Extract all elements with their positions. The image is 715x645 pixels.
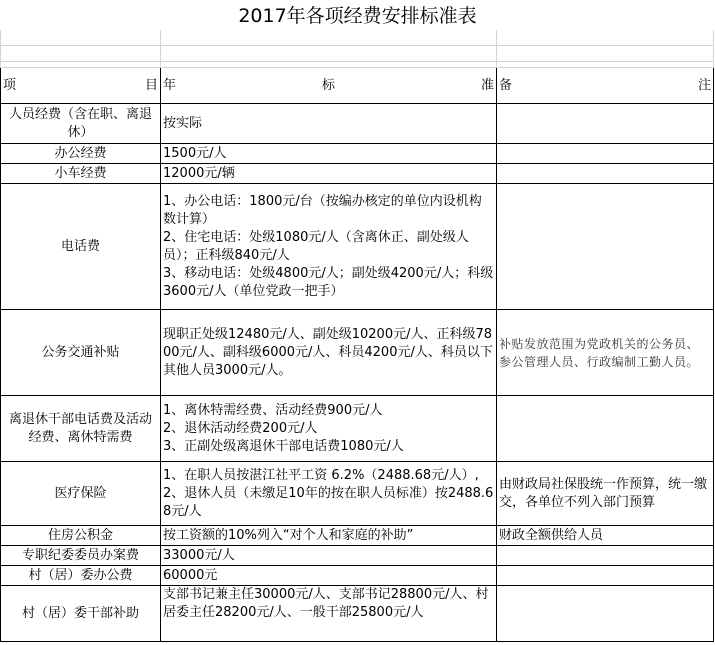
item-cell[interactable]: 人员经费（含在职、离退休） (1, 104, 161, 144)
note-cell[interactable]: 由财政局社保股统一作预算，统一缴交，各单位不列入部门预算 (497, 462, 714, 526)
table-row (1, 104, 714, 144)
standard-cell[interactable] (161, 396, 497, 462)
standard-cell[interactable] (161, 184, 497, 310)
standard-cell[interactable]: 33000元/人 (161, 546, 497, 566)
header-standard-cell[interactable] (161, 68, 497, 104)
page-title: 2017年各项经费安排标准表 (238, 5, 477, 27)
header-item-cell[interactable] (1, 68, 161, 104)
item-cell[interactable]: 公务交通补贴 (1, 310, 161, 396)
note-cell[interactable] (497, 184, 714, 310)
standard-line: 2、住宅电话：处级1080元/人（含离休正、副处级人员）；正科级840元/人 (163, 229, 469, 263)
note-cell[interactable] (497, 104, 714, 144)
cell[interactable] (161, 46, 497, 62)
standard-line: 3、移动电话：处级4800元/人；副处级4200元/人；科级3600元/人（单位党政一把手） (163, 265, 494, 299)
note-cell[interactable] (497, 546, 714, 566)
table-row (1, 586, 714, 642)
standard-cell[interactable]: 支部书记兼主任30000元/人、支部书记28800元/人、村居委主任28200元/人、一般干部25800元/人 (161, 586, 497, 642)
note-cell[interactable] (497, 164, 714, 184)
item-cell[interactable]: 电话费 (1, 184, 161, 310)
item-cell[interactable]: 村（居）委办公费 (1, 566, 161, 586)
item-cell[interactable]: 村（居）委干部补助 (1, 586, 161, 642)
header-item-right: 目 (144, 77, 158, 93)
header-note-right: 注 (697, 77, 711, 93)
table-row (1, 526, 714, 546)
table-row (1, 566, 714, 586)
standard-cell[interactable]: 按实际 (161, 104, 497, 144)
cell[interactable] (1, 30, 161, 46)
note-cell[interactable] (497, 566, 714, 586)
standard-cell[interactable]: 按工资额的10%列入“对个人和家庭的补助” (161, 526, 497, 546)
table-row (1, 144, 714, 164)
header-standard-right: 准 (480, 77, 494, 93)
cell[interactable] (497, 46, 714, 62)
standard-line: 3、正副处级离退休干部电话费1080元/人 (163, 438, 404, 454)
standard-cell[interactable]: 12000元/辆 (161, 164, 497, 184)
standard-cell[interactable]: 现职正处级12480元/人、副处级10200元/人、正科级7800元/人、副科级6000元/人、科员4200元/人、科员以下其他人员3000元/人。 (161, 310, 497, 396)
cell[interactable] (1, 46, 161, 62)
standard-cell[interactable]: 60000元 (161, 566, 497, 586)
header-item-left: 项 (3, 77, 17, 93)
note-cell[interactable] (497, 586, 714, 642)
item-cell[interactable]: 办公经费 (1, 144, 161, 164)
item-cell[interactable]: 医疗保险 (1, 462, 161, 526)
standard-line: 2、退休活动经费200元/人 (163, 420, 318, 436)
table-row (1, 396, 714, 462)
cell[interactable] (161, 30, 497, 46)
table-row (1, 462, 714, 526)
table-row (1, 164, 714, 184)
item-cell[interactable]: 小车经费 (1, 164, 161, 184)
blank-row (1, 30, 714, 46)
standard-cell[interactable]: 1500元/人 (161, 144, 497, 164)
header-row (1, 68, 714, 104)
table-row (1, 546, 714, 566)
item-cell[interactable]: 住房公积金 (1, 526, 161, 546)
table-row (1, 310, 714, 396)
note-cell[interactable]: 补贴发放范围为党政机关的公务员、参公管理人员、行政编制工勤人员。 (497, 310, 714, 396)
table-row (1, 184, 714, 310)
standard-line: 1、离休特需经费、活动经费900元/人 (163, 402, 383, 418)
item-cell[interactable]: 离退休干部电话费及活动经费、离休特需费 (1, 396, 161, 462)
fee-standard-table (0, 30, 714, 642)
item-cell[interactable]: 专职纪委委员办案费 (1, 546, 161, 566)
header-note-left: 备 (499, 77, 513, 93)
note-cell[interactable]: 财政全额供给人员 (497, 526, 714, 546)
header-standard-mid: 标 (321, 77, 335, 93)
blank-row (1, 46, 714, 62)
header-standard-left: 年 (163, 77, 177, 93)
note-cell[interactable] (497, 144, 714, 164)
note-cell[interactable] (497, 396, 714, 462)
standard-cell[interactable]: 1、在职人员按湛江社平工资 6.2%（2488.68元/人）, 2、退休人员（未缴足10年的按在职人员标准）按2488.68元/人 (161, 462, 497, 526)
header-note-cell[interactable] (497, 68, 714, 104)
cell[interactable] (497, 30, 714, 46)
standard-line: 1、办公电话：1800元/台（按编办核定的单位内设机构数计算） (163, 193, 482, 227)
